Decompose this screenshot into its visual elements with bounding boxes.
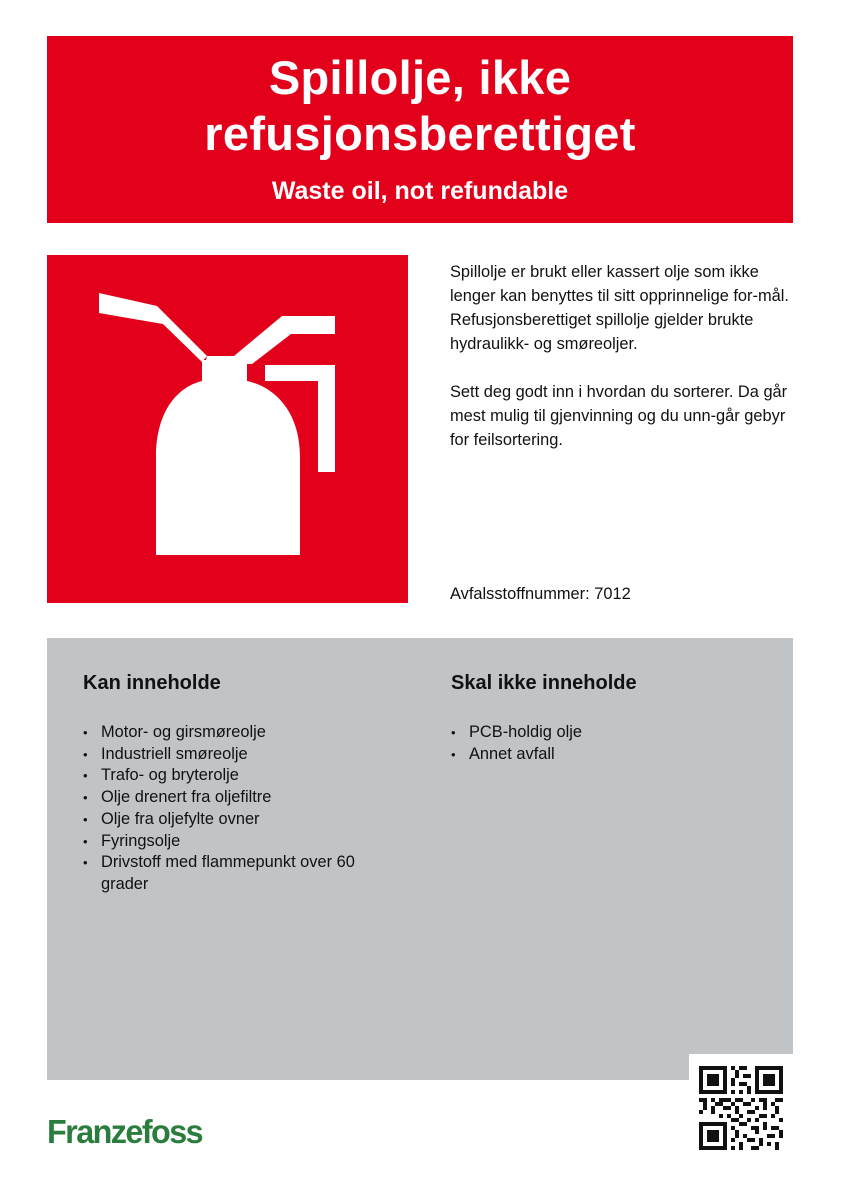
page-title: Spillolje, ikke refusjonsberettiget xyxy=(204,51,636,160)
list-item: • PCB-holdig olje xyxy=(451,722,771,744)
contents-panel xyxy=(47,638,793,1080)
can-contain-list xyxy=(83,722,403,896)
must-not-contain-section xyxy=(451,668,771,765)
header-banner xyxy=(47,36,793,223)
can-contain-heading: Kan inneholde xyxy=(83,672,221,694)
list-item: • Industriell smøreolje xyxy=(83,744,403,766)
list-item: • Olje drenert fra oljefiltre xyxy=(83,787,403,809)
page-subtitle: Waste oil, not refundable xyxy=(271,177,569,205)
waste-number: Avfalsstoffnummer: 7012 xyxy=(450,585,631,603)
can-contain-section xyxy=(83,668,403,896)
list-item: • Motor- og girsmøreolje xyxy=(83,722,403,744)
intro-paragraph: Spillolje er brukt eller kassert olje som ikke lenger kan benyttes til sitt opprinnelige for-mål. Refusjonsberettiget spillolje gjelder brukte hydraulikk- og smøreoljer. xyxy=(450,263,789,353)
list-item: • Olje fra oljefylte ovner xyxy=(83,809,403,831)
franzefoss-logo: Franzefoss xyxy=(47,1113,203,1150)
qr-code-icon[interactable] xyxy=(689,1054,793,1158)
oil-can-icon xyxy=(47,255,408,603)
must-not-contain-heading: Skal ikke inneholde xyxy=(451,672,637,694)
intro-paragraph: Sett deg godt inn i hvordan du sorterer. Da går mest mulig til gjenvinning og du unn-går gebyr for feilsortering. xyxy=(450,383,788,449)
must-not-contain-list xyxy=(451,722,771,765)
list-item: • Annet avfall xyxy=(451,744,771,766)
list-item: • Drivstoff med flammepunkt over 60 grader xyxy=(83,852,381,895)
intro-text xyxy=(450,260,795,476)
list-item: • Fyringsolje xyxy=(83,831,403,853)
list-item: • Trafo- og bryterolje xyxy=(83,765,403,787)
